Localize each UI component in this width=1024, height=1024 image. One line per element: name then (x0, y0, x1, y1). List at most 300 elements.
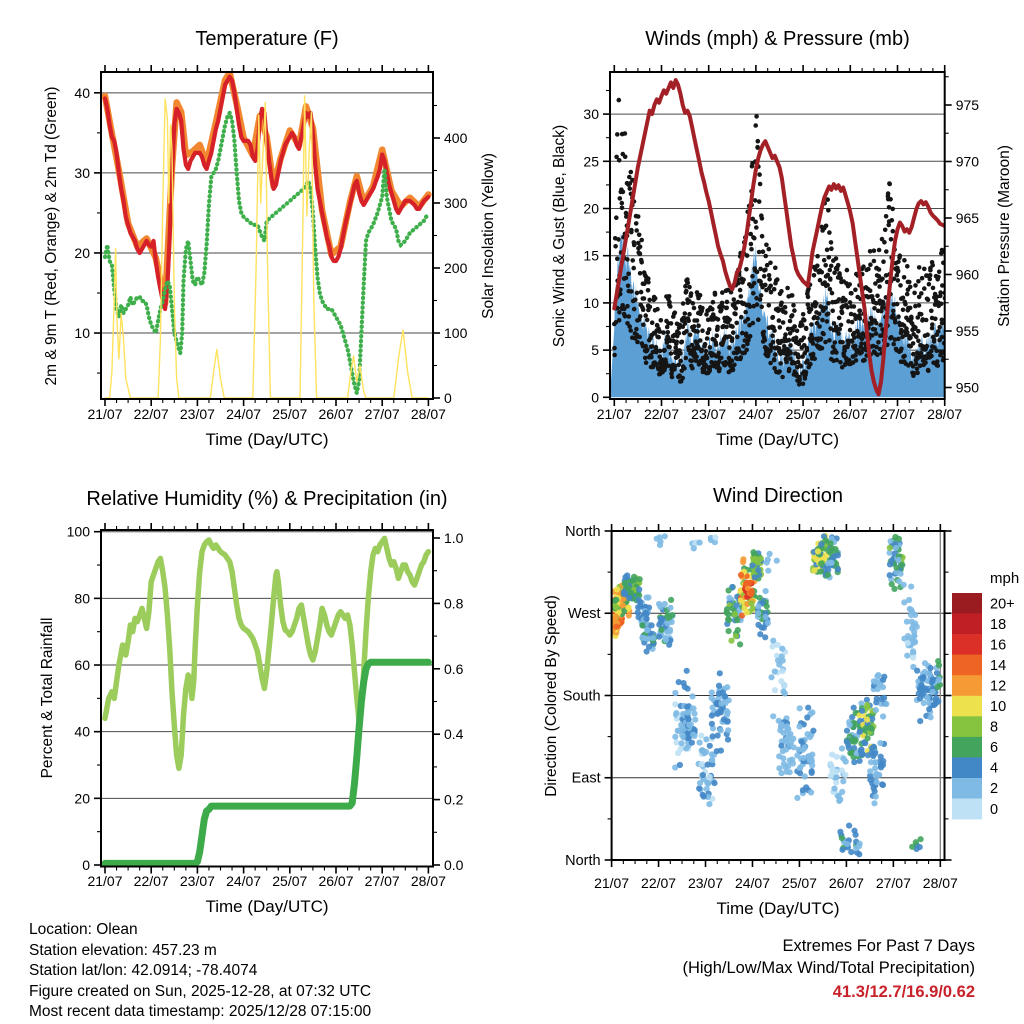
gust-dot (834, 256, 839, 261)
gust-dot (620, 206, 625, 211)
gust-dot (829, 264, 834, 269)
wind-direction-dot (905, 640, 911, 646)
x-tick-label: 24/07 (226, 873, 262, 889)
wind-direction-dot (865, 735, 871, 741)
wind-direction-dot (711, 780, 717, 786)
gust-dot (898, 253, 903, 258)
gust-dot (824, 224, 829, 229)
y-tick-label: 100 (66, 523, 90, 540)
gust-dot (866, 267, 871, 272)
wind-direction-dot (696, 785, 702, 791)
created-line: Figure created on Sun, 2025-12-28, at 07:32 UTC (29, 982, 372, 1000)
gust-dot (826, 301, 831, 306)
wind-direction-dot (698, 733, 704, 739)
gust-dot (763, 254, 768, 259)
wind-direction-dot (757, 631, 763, 637)
gust-dot (815, 264, 820, 269)
wind-direction-dot (673, 710, 679, 716)
gust-dot (853, 288, 858, 293)
wind-direction-dot (780, 748, 786, 754)
y-tick-label: 100 (444, 325, 468, 341)
gust-dot (615, 132, 620, 137)
wind-direction-dot (656, 634, 662, 640)
gust-dot (778, 361, 783, 366)
gust-dot (727, 345, 732, 350)
gust-dot (938, 290, 943, 295)
y-tick-label: 975 (955, 97, 980, 113)
gust-dot (756, 317, 761, 322)
gust-dot (791, 303, 796, 308)
wind-direction-dot (807, 755, 813, 761)
gust-dot (882, 240, 887, 245)
gust-dot (903, 302, 908, 307)
gust-dot (843, 298, 848, 303)
x-tick-label: 28/07 (410, 873, 446, 889)
gust-dot (678, 351, 683, 356)
wind-direction-dot (735, 627, 741, 633)
gust-dot (896, 337, 901, 342)
y-tick-label: 965 (955, 210, 980, 226)
gust-dot (732, 363, 737, 368)
gust-dot (698, 293, 703, 298)
direction-tick-label: North (565, 853, 601, 869)
gust-dot (836, 331, 841, 336)
wind-direction-dot (738, 572, 744, 578)
gust-dot (875, 294, 880, 299)
wind-direction-dot (848, 849, 854, 855)
gust-dot (613, 244, 618, 249)
colorbar-swatch (952, 614, 982, 635)
gust-dot (811, 352, 816, 357)
wind-direction-dot (645, 594, 651, 600)
wind-direction-dot (872, 679, 878, 685)
gust-dot (745, 253, 750, 258)
wind-direction-dot (864, 697, 870, 703)
wind-direction-dot (844, 739, 850, 745)
wind-direction-dot (772, 687, 778, 693)
wind-direction-dot (889, 581, 895, 587)
gust-dot (818, 337, 823, 342)
gust-dot (783, 305, 788, 310)
gust-dot (635, 340, 640, 345)
gust-dot (624, 211, 629, 216)
gust-dot (683, 321, 688, 326)
gust-dot (936, 275, 941, 280)
wind-direction-dot (725, 709, 731, 715)
wind-direction-dot (846, 823, 852, 829)
gust-dot (645, 318, 650, 323)
gust-dot (744, 348, 749, 353)
wind-direction-dot (896, 536, 902, 542)
wind-direction-dot (644, 616, 650, 622)
colorbar-unit-label: mph (990, 570, 1020, 587)
gust-dot (739, 355, 744, 360)
wind-direction-dot (779, 668, 785, 674)
wind-direction-dot (684, 668, 690, 674)
wind-direction-dot (800, 755, 806, 761)
gust-dot (887, 181, 892, 186)
wind-direction-dot (871, 744, 877, 750)
wind-direction-dot (802, 773, 808, 779)
wind-direction-dot (662, 533, 668, 539)
wind-direction-dot (680, 680, 686, 686)
wind-direction-dot (686, 722, 692, 728)
gust-dot (735, 335, 740, 340)
wind-direction-dot (794, 795, 800, 801)
colorbar-swatch (952, 757, 982, 778)
gust-dot (717, 366, 722, 371)
gust-dot (754, 114, 759, 119)
gust-dot (788, 319, 793, 324)
y-tick-label: 5 (591, 342, 599, 359)
wind-direction-dot (733, 633, 739, 639)
gust-dot (790, 313, 795, 318)
wind-direction-dot (856, 843, 862, 849)
gust-dot (913, 325, 918, 330)
wind-direction-dot (635, 609, 641, 615)
wind-direction-dot (718, 727, 724, 733)
x-tick-label: 23/07 (687, 875, 724, 891)
gust-dot (836, 263, 841, 268)
gust-dot (650, 320, 655, 325)
wind-direction-dot (679, 732, 685, 738)
temperature-series-group (105, 73, 428, 398)
gust-dot (873, 327, 878, 332)
gust-dot (881, 259, 886, 264)
x-tick-label: 24/07 (226, 406, 262, 422)
gust-dot (801, 312, 806, 317)
y-tick-label: 60 (74, 657, 90, 674)
wind-direction-dot (626, 612, 632, 618)
gust-dot (845, 268, 850, 273)
wind-direction-dot (722, 693, 728, 699)
gust-dot (940, 335, 945, 340)
direction-tick-label: North (565, 523, 601, 540)
gust-dot (757, 199, 762, 204)
gust-dot (812, 273, 817, 278)
gust-dot (667, 294, 672, 299)
gust-dot (768, 361, 773, 366)
gust-dot (877, 267, 882, 272)
wind-direction-dot (872, 759, 878, 765)
gust-dot (837, 327, 842, 332)
colorbar-tick-label: 18 (990, 616, 1007, 633)
gust-dot (738, 288, 743, 293)
wind-direction-dot (864, 704, 870, 710)
gust-dot (772, 328, 777, 333)
gust-dot (825, 248, 830, 253)
gust-dot (710, 307, 715, 312)
gust-dot (739, 315, 744, 320)
gust-dot (899, 347, 904, 352)
wind-direction-dot (844, 728, 850, 734)
gust-dot (628, 186, 633, 191)
wind-direction-dot (921, 700, 927, 706)
gust-dot (612, 353, 617, 358)
wind-direction-dot (737, 641, 743, 647)
gust-dot (623, 155, 628, 160)
gust-dot (934, 348, 939, 353)
wind-direction-dot (851, 705, 857, 711)
gust-dot (820, 270, 825, 275)
gust-dot (826, 312, 831, 317)
colorbar-tick-label: 14 (990, 657, 1007, 674)
gust-dot (638, 314, 643, 319)
x-tick-label: 24/07 (734, 875, 771, 891)
wind-direction-dot (726, 595, 732, 601)
gust-dot (684, 356, 689, 361)
gust-dot (939, 302, 944, 307)
wind-direction-dot (880, 713, 886, 719)
x-tick-label: 26/07 (318, 406, 354, 422)
gust-dot (617, 158, 622, 163)
wind-direction-dot (685, 686, 691, 692)
gust-dot (922, 267, 927, 272)
wind-direction-dot (839, 835, 845, 841)
gust-dot (896, 270, 901, 275)
x-tick-label: 27/07 (364, 873, 400, 889)
wind-direction-dot (724, 606, 730, 612)
latlon-line: Station lat/lon: 42.0914; -78.4074 (29, 962, 258, 980)
wind-direction-dot (700, 772, 706, 778)
gust-dot (902, 275, 907, 280)
wind-direction-dot (697, 540, 703, 546)
colorbar-swatch (952, 696, 982, 717)
gust-dot (644, 360, 649, 365)
gust-dot (755, 302, 760, 307)
gust-dot (929, 349, 934, 354)
gust-dot (623, 131, 628, 136)
wind-direction-dot (874, 779, 880, 785)
gust-dot (762, 330, 767, 335)
gust-dot (930, 322, 935, 327)
wind-left-axis-label: Sonic Wind & Gust (Blue, Black) (551, 124, 568, 348)
gust-dot (692, 306, 697, 311)
rh-left-axis-label: Percent & Total Rainfall (39, 617, 56, 779)
gust-dot (690, 366, 695, 371)
wind-direction-dot (914, 668, 920, 674)
gust-dot (638, 245, 643, 250)
colorbar-swatch (952, 593, 982, 614)
gust-dot (731, 330, 736, 335)
wind-direction-dot (869, 716, 875, 722)
gust-dot (756, 139, 761, 144)
gust-dot (744, 267, 749, 272)
wind-direction-dot (707, 743, 713, 749)
speed-colorbar (952, 593, 982, 819)
wind-direction-dot (759, 624, 765, 630)
wind-direction-dot (689, 693, 695, 699)
gust-dot (891, 342, 896, 347)
wind-direction-dot (839, 789, 845, 795)
wind-direction-dot (672, 690, 678, 696)
wind-direction-dot (718, 748, 724, 754)
colorbar-swatch (952, 778, 982, 799)
gust-dot (625, 257, 630, 262)
colorbar-swatch (952, 716, 982, 737)
gust-dot (821, 332, 826, 337)
wind-direction-dot (874, 696, 880, 702)
gust-dot (749, 242, 754, 247)
gust-dot (689, 291, 694, 296)
wind-direction-dot (625, 605, 631, 611)
wind-direction-dot (757, 595, 763, 601)
colorbar-swatch (952, 799, 982, 820)
gust-dot (699, 348, 704, 353)
wind-direction-dot (697, 740, 703, 746)
gust-dot (713, 340, 718, 345)
gust-dot (820, 346, 825, 351)
gust-dot (858, 308, 863, 313)
gust-dot (808, 362, 813, 367)
gust-dot (874, 321, 879, 326)
x-tick-label: 21/07 (87, 873, 123, 889)
gust-dot (686, 281, 691, 286)
wind-direction-dot (639, 622, 645, 628)
gust-dot (929, 354, 934, 359)
wind-direction-dot (763, 588, 769, 594)
gust-dot (815, 254, 820, 259)
gust-dot (913, 283, 918, 288)
wind-direction-dot (914, 624, 920, 630)
gust-dot (620, 201, 625, 206)
gust-dot (682, 366, 687, 371)
gust-dot (874, 331, 879, 336)
x-tick-label: 25/07 (272, 873, 308, 889)
gust-dot (795, 329, 800, 334)
wind-direction-dot (867, 725, 873, 731)
gust-dot (659, 318, 664, 323)
wind-direction-dot (917, 718, 923, 724)
winds-pressure-panel-title: Winds (mph) & Pressure (mb) (645, 28, 910, 50)
wind-direction-dot (631, 577, 637, 583)
wind-direction-dot (716, 691, 722, 697)
gust-dot (878, 323, 883, 328)
gust-dot (691, 301, 696, 306)
gust-dot (811, 341, 816, 346)
gust-dot (674, 340, 679, 345)
y-tick-label: 10 (74, 325, 90, 342)
gust-dot (868, 262, 873, 267)
wind-direction-dot (691, 711, 697, 717)
wind-direction-dot (691, 545, 697, 551)
gust-dot (920, 276, 925, 281)
gust-dot (904, 326, 909, 331)
wind-direction-dot (778, 723, 784, 729)
gust-dot (727, 318, 732, 323)
gust-dot (746, 317, 751, 322)
gust-dot (725, 300, 730, 305)
gust-dot (732, 297, 737, 302)
colorbar-tick-label: 16 (990, 637, 1007, 654)
wind-direction-dot (774, 558, 780, 564)
wind-direction-dot (668, 597, 674, 603)
x-tick-label: 21/07 (594, 875, 630, 891)
gust-dot (749, 247, 754, 252)
gust-dot (641, 322, 646, 327)
gust-dot (847, 282, 852, 287)
y-tick-label: 970 (955, 153, 980, 170)
gust-dot (655, 307, 660, 312)
wind-direction-dot (815, 548, 821, 554)
x-tick-label: 21/07 (87, 406, 123, 422)
gust-dot (669, 321, 674, 326)
gust-dot (708, 345, 713, 350)
gust-dot (649, 355, 654, 360)
wind-direction-dot (662, 601, 668, 607)
wind-direction-dot (667, 627, 673, 633)
x-tick-label: 28/07 (922, 875, 958, 891)
gust-dot (631, 266, 636, 271)
x-tick-label: 22/07 (133, 873, 169, 889)
wind-direction-dot (621, 589, 627, 595)
rh-x-axis-label: Time (Day/UTC) (205, 897, 329, 916)
wind-direction-dot (930, 689, 936, 695)
wind-direction-dot (776, 765, 782, 771)
wind-direction-dot (901, 599, 907, 605)
wind-direction-dot (797, 764, 803, 770)
wind-direction-dot (810, 728, 816, 734)
gust-dot (936, 329, 941, 334)
gust-dot (700, 328, 705, 333)
wind-direction-dot (780, 688, 786, 694)
gust-dot (912, 291, 917, 296)
gust-dot (794, 335, 799, 340)
gust-dot (800, 323, 805, 328)
gust-dot (707, 369, 712, 374)
gust-dot (830, 291, 835, 296)
wind-direction-dot (765, 620, 771, 626)
wind-direction-dot (840, 778, 846, 784)
x-tick-label: 25/07 (272, 406, 308, 422)
gust-dot (812, 356, 817, 361)
gust-dot (809, 307, 814, 312)
gust-dot (670, 375, 675, 380)
gust-dot (647, 298, 652, 303)
wind-direction-dot (877, 740, 883, 746)
wind-direction-dot (895, 557, 901, 563)
y-tick-label: 80 (74, 590, 90, 607)
wind-direction-dot (797, 705, 803, 711)
wind-direction-dot (712, 534, 718, 540)
y-tick-label: 960 (955, 266, 980, 283)
gust-dot (656, 335, 661, 340)
wind-direction-dot (644, 648, 650, 654)
x-tick-label: 28/07 (410, 406, 446, 422)
gust-dot (830, 309, 835, 314)
winds-series-group (610, 80, 947, 397)
y-tick-label: 20 (583, 200, 599, 217)
wind-direction-dot (827, 761, 833, 767)
wind-direction-dot (927, 665, 933, 671)
wind-direction-dot (805, 731, 811, 737)
wind-direction-dot (697, 780, 703, 786)
rh-series-group (105, 538, 428, 863)
gust-dot (817, 312, 822, 317)
wind-direction-dot (809, 770, 815, 776)
gust-dot (796, 355, 801, 360)
gust-dot (902, 354, 907, 359)
wind-direction-dot (839, 767, 845, 773)
gust-dot (937, 325, 942, 330)
gust-dot (688, 333, 693, 338)
gust-dot (750, 274, 755, 279)
gust-dot (695, 329, 700, 334)
gust-dot (625, 304, 630, 309)
wind-direction-dot (718, 700, 724, 706)
wind-direction-dot (883, 701, 889, 707)
gust-dot (801, 382, 806, 387)
